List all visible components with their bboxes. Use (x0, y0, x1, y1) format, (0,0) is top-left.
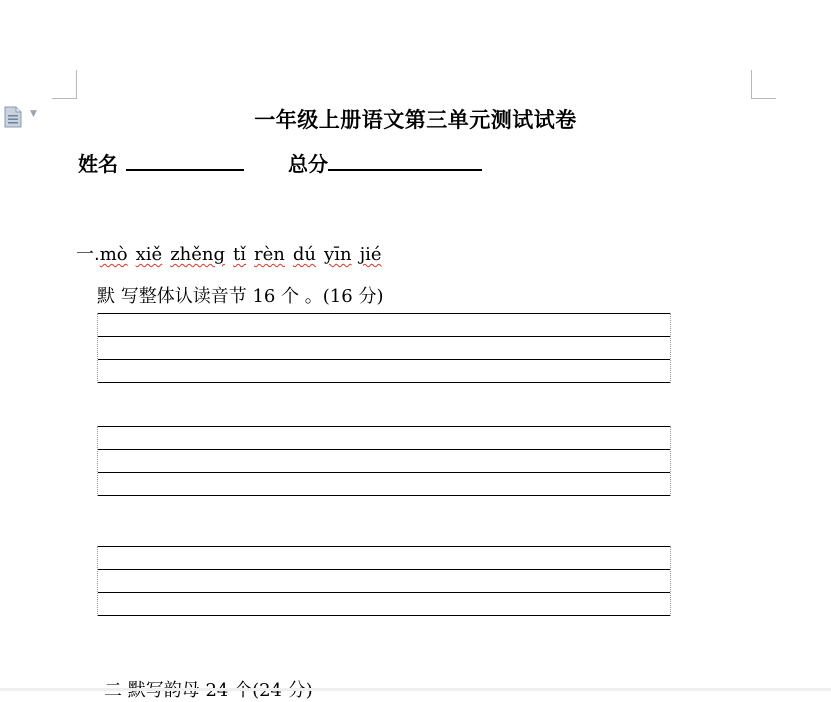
writing-line (98, 495, 670, 496)
total-score-blank-line[interactable] (328, 153, 482, 171)
pinyin-word: mò (99, 244, 128, 265)
pinyin-word: xiě (135, 244, 163, 265)
name-score-row (78, 148, 482, 177)
name-label: 姓名 (78, 152, 118, 176)
question-1-heading (76, 240, 390, 266)
page-title: 一年级上册语文第三单元测试试卷 (254, 107, 577, 132)
total-score-label: 总分 (288, 152, 328, 176)
name-blank-line[interactable] (126, 153, 244, 171)
pinyin-word: jié (359, 244, 382, 265)
pinyin-word: yīn (324, 244, 352, 265)
pinyin-word: tǐ (233, 244, 247, 265)
writing-grid[interactable] (97, 313, 671, 383)
pinyin-word: dú (292, 244, 317, 265)
writing-grid[interactable] (97, 426, 671, 496)
dropdown-arrow-icon[interactable]: ▼ (30, 109, 37, 119)
question-1-number: 一. (76, 244, 100, 265)
writing-line (98, 615, 670, 616)
pinyin-word: rèn (254, 244, 285, 265)
page-corner-mark-top-left (52, 70, 77, 99)
question-1-instruction: 默 写整体认读音节 16 个 。(16 分) (97, 286, 384, 307)
page-corner-mark-top-right (751, 70, 776, 99)
writing-grid[interactable] (97, 546, 671, 616)
pinyin-word: zhěng (170, 244, 226, 265)
writing-line (98, 382, 670, 383)
